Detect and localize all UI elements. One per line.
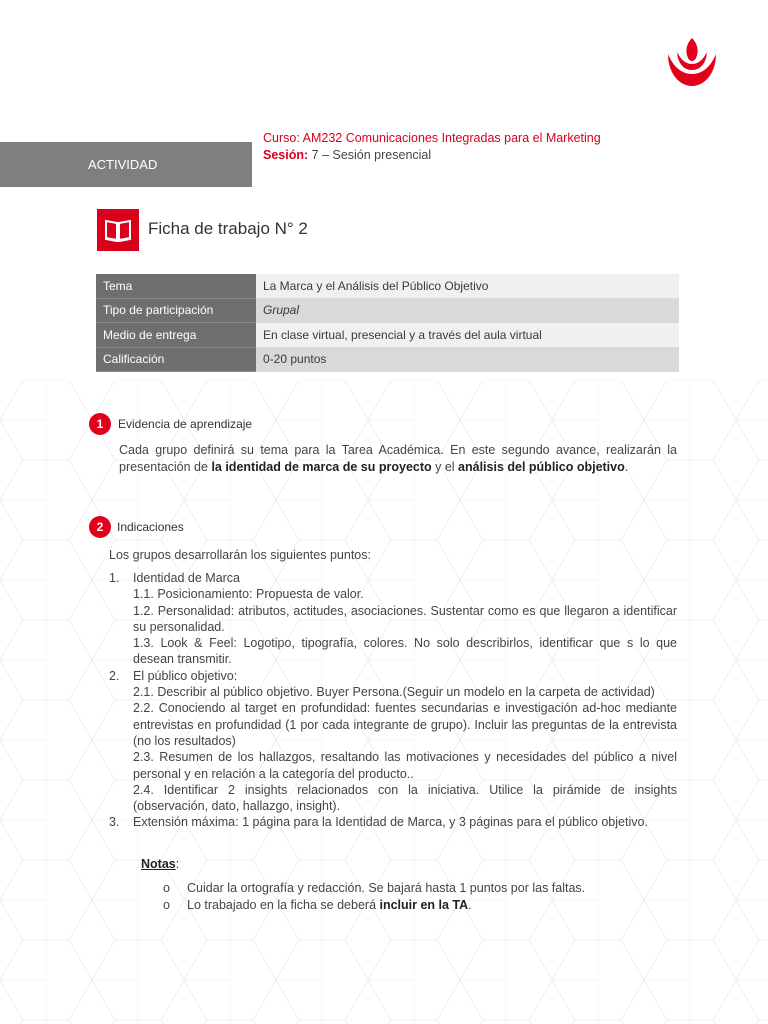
university-logo <box>664 36 720 88</box>
bullet-icon: o <box>163 898 170 912</box>
table-row <box>96 323 679 348</box>
sub-item: 2.3. Resumen de los hallazgos, resaltando las motivaciones y necesidades del público a nivel personal y en relación a la categoría del producto.. <box>133 750 677 781</box>
sub-item: 2.4. Identificar 2 insights relacionados con la iniciativa. Utilice la pirámide de insights (observación, dato, hallazgo, insight). <box>133 782 677 814</box>
paragraph-bold: la identidad de marca de su proyecto <box>211 460 432 474</box>
indicaciones-list <box>109 570 677 831</box>
item-title: Identidad de Marca <box>133 571 241 585</box>
note-item <box>163 880 585 897</box>
note-item <box>163 897 585 914</box>
note-text: Lo trabajado en la ficha se deberá <box>187 898 380 912</box>
sub-item: 1.1. Posicionamiento: Propuesta de valor. <box>133 587 364 602</box>
bullet-icon: o <box>163 881 170 895</box>
item-title: Extensión máxima: 1 página para la Identidad de Marca, y 3 páginas para el público objetivo. <box>133 815 648 830</box>
paragraph-text: y el <box>431 460 459 474</box>
sub-item: 1.3. Look & Feel: Logotipo, tipografía, colores. No solo describirlos, identificar que s lo que desean transmitir. <box>133 636 677 667</box>
row-key: Medio de entrega <box>96 323 256 348</box>
section-title: Evidencia de aprendizaje <box>118 417 253 431</box>
session-label: Sesión: <box>263 148 309 162</box>
notes-colon: : <box>175 857 180 871</box>
paragraph-text: . <box>624 460 629 474</box>
list-item <box>109 570 677 586</box>
indicaciones-intro: Los grupos desarrollarán los siguientes puntos: <box>109 548 371 562</box>
item-number: 1. <box>109 571 120 585</box>
sub-item: 2.1. Describir al público objetivo. Buyer Persona.(Seguir un modelo en la carpeta de actividad) <box>133 685 655 700</box>
paragraph-text: Cada grupo definirá su tema para la Tarea Académica. En este segundo avance, realizarán la presentación de <box>119 443 677 474</box>
session-line <box>263 148 431 162</box>
item-number: 3. <box>109 815 120 830</box>
row-value: 0-20 puntos <box>256 347 679 372</box>
info-table <box>96 274 679 372</box>
section-title: Indicaciones <box>117 520 184 534</box>
table-row <box>96 298 679 323</box>
note-end: . <box>468 898 472 912</box>
section-number-badge: 1 <box>89 413 111 435</box>
row-value: En clase virtual, presencial y a través del aula virtual <box>256 323 679 348</box>
course-label: Curso: <box>263 131 300 145</box>
item-number: 2. <box>109 668 120 683</box>
list-item <box>109 668 677 684</box>
activity-label: ACTIVIDAD <box>88 157 158 172</box>
row-value: Grupal <box>256 298 679 323</box>
session-value: 7 – Sesión presencial <box>311 148 432 162</box>
note-text: Cuidar la ortografía y redacción. Se bajará hasta 1 puntos por las faltas. <box>187 881 586 895</box>
activity-banner <box>0 142 252 187</box>
row-key: Calificación <box>96 347 256 372</box>
notes-list <box>163 880 585 914</box>
section1-paragraph <box>119 442 677 476</box>
paragraph-bold: análisis del público objetivo <box>458 460 625 474</box>
row-value: La Marca y el Análisis del Público Objetivo <box>256 274 679 298</box>
course-line <box>263 131 601 145</box>
notes-title: Notas <box>141 857 176 871</box>
ficha-title: Ficha de trabajo N° 2 <box>148 219 308 238</box>
section-number-badge: 2 <box>89 516 111 538</box>
list-item <box>109 814 677 830</box>
item-title: El público objetivo: <box>133 668 238 683</box>
sub-item: 1.2. Personalidad: atributos, actitudes, asociaciones. Sustentar como es que llegaron a identificar su personalidad. <box>133 603 677 634</box>
sub-item: 2.2. Conociendo al target en profundidad: fuentes secundarias e investigación ad-hoc mediante entrevistas en profundidad (1 por cada integrante de grupo). Incluir las preguntas de la entrevista (no los resultados) <box>133 701 677 748</box>
course-value: AM232 Comunicaciones Integradas para el Marketing <box>302 131 601 145</box>
table-row <box>96 274 679 298</box>
row-key: Tema <box>96 274 256 298</box>
book-icon <box>97 209 139 251</box>
row-key: Tipo de participación <box>96 298 256 323</box>
note-bold: incluir en la TA <box>379 898 469 912</box>
table-row <box>96 347 679 372</box>
notes-heading <box>141 857 179 871</box>
